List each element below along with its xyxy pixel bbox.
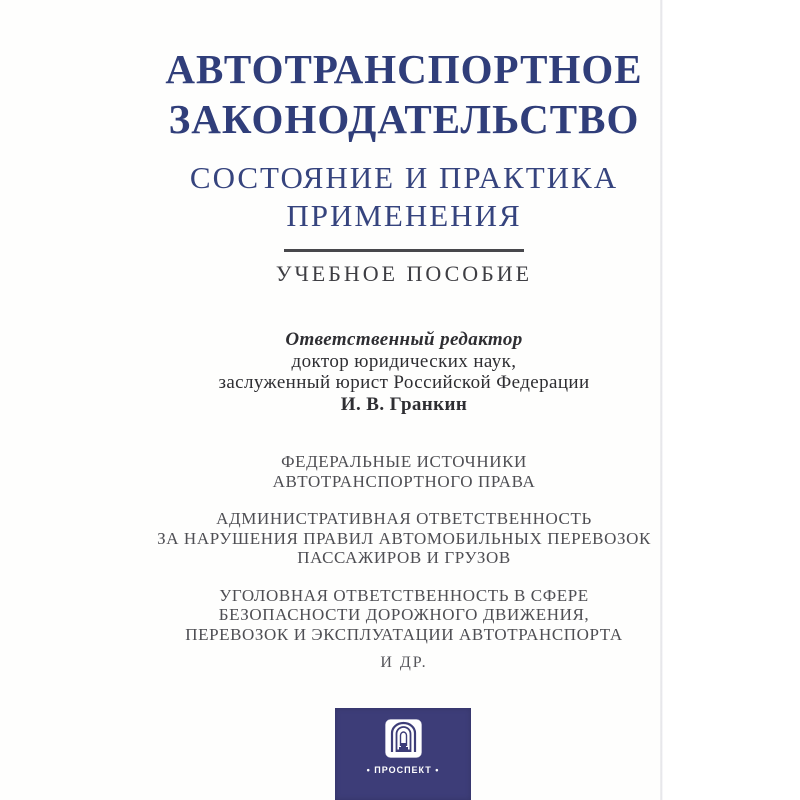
topic-line: ФЕДЕРАЛЬНЫЕ ИСТОЧНИКИ: [281, 452, 527, 471]
editor-role-label: Ответственный редактор: [285, 329, 523, 350]
publisher-logo: [335, 708, 471, 800]
book-subtitle-line1: СОСТОЯНИЕ И ПРАКТИКА: [189, 160, 619, 195]
title-divider: [284, 249, 524, 252]
book-title: [74, 44, 734, 144]
topic-line: УГОЛОВНАЯ ОТВЕТСТВЕННОСТЬ В СФЕРЕ: [219, 585, 589, 605]
book-title-line2: ЗАКОНОДАТЕЛЬСТВО: [168, 96, 640, 142]
book-subtitle: [74, 159, 734, 235]
prospekt-arch-icon: [385, 719, 422, 758]
editor-credentials-line2: заслуженный юрист Российской Федерации: [218, 372, 590, 393]
topic-line: ЗА НАРУШЕНИЯ ПРАВИЛ АВТОМОБИЛЬНЫХ ПЕРЕВОЗОК: [157, 528, 651, 548]
topic-line: БЕЗОПАСНОСТИ ДОРОЖНОГО ДВИЖЕНИЯ,: [218, 605, 590, 624]
topic-line: АВТОТРАНСПОРТНОГО ПРАВА: [272, 471, 536, 491]
topic-line: ПАССАЖИРОВ И ГРУЗОВ: [297, 548, 511, 567]
editor-block: [74, 329, 734, 415]
topics-list: [74, 452, 734, 662]
edition-type-label: УЧЕБНОЕ ПОСОБИЕ: [275, 261, 533, 286]
editor-name: И. В. Гранкин: [340, 393, 468, 415]
publisher-name: • ПРОСПЕКТ •: [366, 765, 440, 775]
topic-line: ПЕРЕВОЗОК И ЭКСПЛУАТАЦИИ АВТОТРАНСПОРТА: [185, 624, 623, 644]
topic-line: АДМИНИСТРАТИВНАЯ ОТВЕТСТВЕННОСТЬ: [216, 509, 592, 528]
editor-credentials-line1: доктор юридических наук,: [291, 350, 517, 372]
topic-item: [74, 509, 734, 568]
book-title-line1: АВТОТРАНСПОРТНОЕ: [165, 46, 643, 92]
etc-label: И ДР.: [380, 654, 428, 671]
topic-item: [74, 586, 734, 645]
book-subtitle-line2: ПРИМЕНЕНИЯ: [286, 198, 522, 233]
topic-item: [74, 452, 734, 491]
